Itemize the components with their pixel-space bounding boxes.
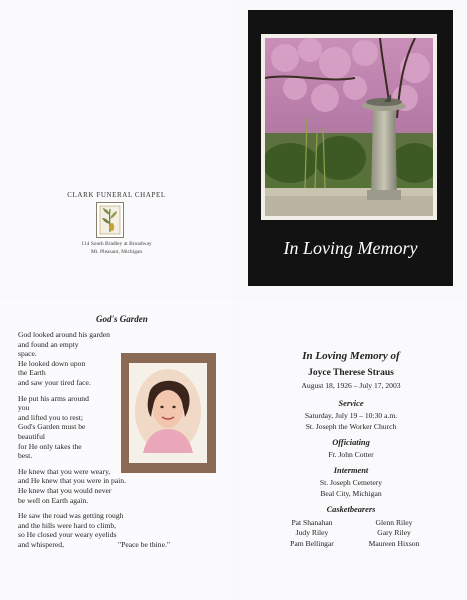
life-dates: August 18, 1926 – July 17, 2003 [301,381,401,390]
casketbearer: Glenn Riley [375,518,413,527]
garden-sundial-photo [265,38,433,216]
officiating-heading: Officiating [332,438,370,447]
portrait-photo [129,363,207,463]
poem-final-right: "Peace be thine." [118,539,170,549]
poem-title: God's Garden [96,314,148,324]
poem-line: God's Garden must be [18,422,86,432]
poem-line: and saw your tired face. [18,377,91,387]
service-line2: St. Joseph the Worker Church [305,422,397,431]
interment-line2: Beal City, Michigan [320,489,382,498]
poem-line: and He knew that you were in pain. [18,476,126,486]
cover-card [248,10,453,286]
chapel-logo-icon [96,202,124,238]
chapel-address-line2: Mt. Pleasant, Michigan [90,249,143,255]
officiating-name: Fr. John Cotter [328,450,374,459]
interment-line1: St. Joseph Cemetery [319,478,383,487]
poem-line: and lifted you to rest; [18,412,83,422]
deceased-name: Joyce Therese Straus [308,368,394,378]
poem-line: He saw the road was getting rough [18,511,124,521]
casketbearer: Gary Riley [377,528,411,538]
poem-line: God looked around his garden [18,330,110,339]
casketbearer: Maureen Hixson [368,538,420,548]
poem-line: and the hills were hard to climb, [18,520,117,530]
obituary-title: In Loving Memory of [302,350,400,362]
casketbearer: Pat Shanahan [291,518,333,527]
poem-line: so He closed your weary eyelids [18,530,117,540]
casketbearers-right-column [354,518,434,549]
casketbearers-heading: Casketbearers [326,505,376,514]
service-line1: Saturday, July 19 – 10:30 a.m. [304,411,398,420]
poem-line: He knew that you were weary, [18,466,111,476]
cover-title: In Loving Memory [283,238,418,258]
poem-line: beautiful [18,431,45,441]
poem-line: space. [18,349,37,359]
poem-line: best. [18,451,33,461]
obituary-panel [234,298,467,600]
casketbearers-left-column [273,518,351,549]
chapel-name: CLARK FUNERAL CHAPEL [67,191,166,199]
poem-final-left: and whispered, [18,539,64,549]
poem-line: you [18,403,30,413]
poem-line: for He only takes the [18,441,82,451]
poem-final-line [18,540,228,550]
poem-line: and found an empty [18,339,79,349]
service-heading: Service [338,399,364,408]
casketbearer: Judy Riley [295,528,329,538]
chapel-address-line1: 114 South Bradley at Broadway [81,241,152,247]
poem-line: be well on Earth again. [18,495,89,505]
poem-line: He put his arms around [18,393,89,403]
cover-photo-frame [261,34,437,220]
poem-line: He looked down upon [18,358,86,368]
casketbearer: Pam Bellingar [290,538,334,548]
interment-heading: Interment [333,466,369,475]
poem-line: the Earth [18,368,46,378]
poem-line: He knew that you would never [18,485,112,495]
portrait-mat [121,353,216,473]
